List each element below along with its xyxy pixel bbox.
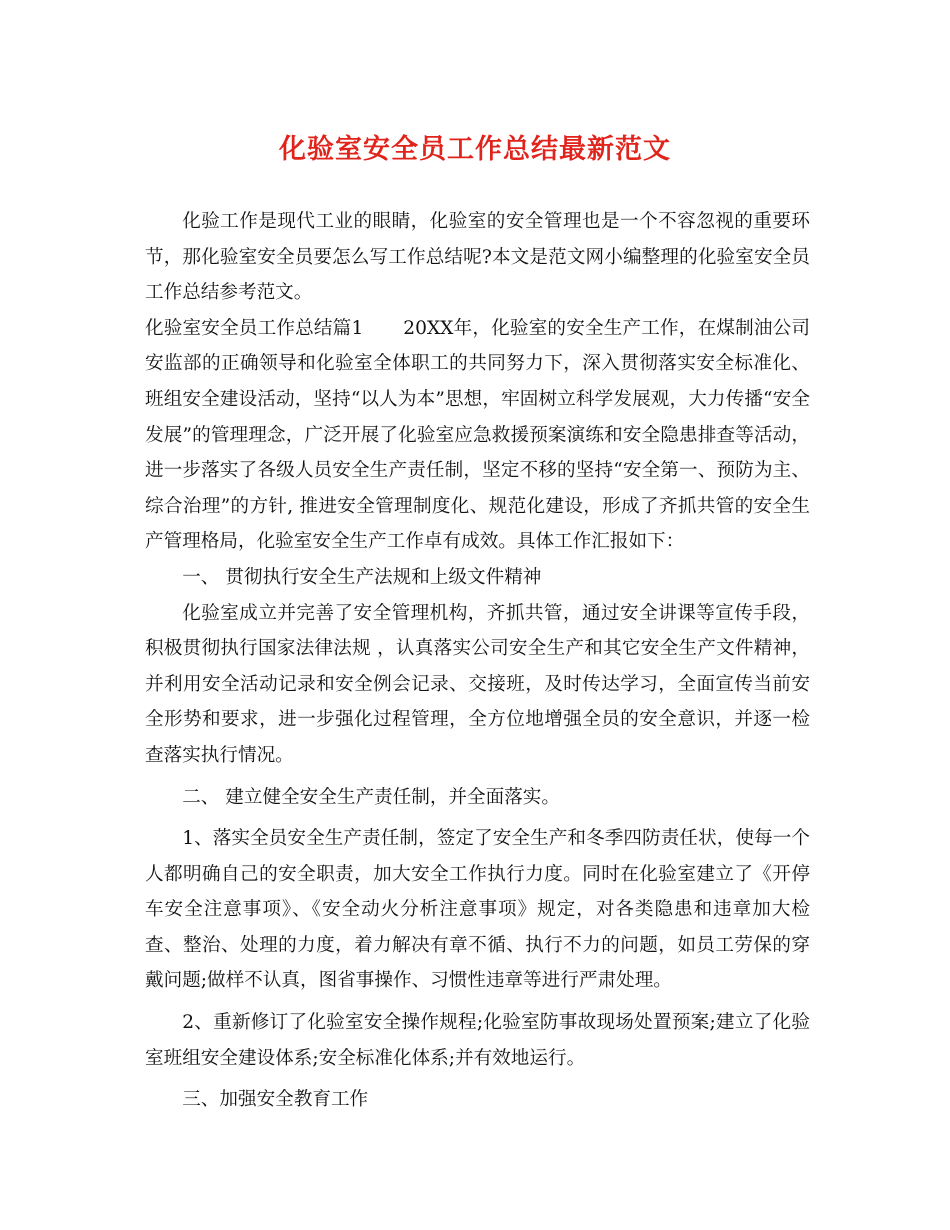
section2-item-2: 2、重新修订了化验室安全操作规程;化验室防事故现场处置预案;建立了化验室班组安全建设体系;安全标准化体系;并有效地运行。 [145,1012,810,1069]
document-title: 化验室安全员工作总结最新范文 [279,134,671,165]
section-heading-2: 二、 建立健全安全生产责任制，并全面落实。 [182,786,560,808]
section-paragraph-1: 化验室成立并完善了安全管理机构，齐抓共管，通过安全讲课等宣传手段，积极贯彻执行国家法律法规 ，认真落实公司安全生产和其它安全生产文件精神，并利用安全活动记录和安全例会记录、交接班，及时传达学习，全面宣传当前安全形势和要求，进一步强化过程管理，全方位地增强全员的安全意识，并逐一检查落实执行情况。 [145,602,810,766]
section2-item-1: 1、落实全员安全生产责任制，签定了安全生产和冬季四防责任状，使每一个人都明确自己的安全职责，加大安全工作执行力度。同时在化验室建立了《开停车安全注意事项》、《安全动火分析注意事项》规定，对各类隐患和违章加大检查、整治、处理的力度，着力解决有章不循、执行不力的问题，如员工劳保的穿戴问题;做样不认真，图省事操作、习惯性违章等进行严肃处理。 [145,828,810,992]
intro-paragraph: 化验工作是现代工业的眼睛，化验室的安全管理也是一个不容忽视的重要环节，那化验室安全员要怎么写工作总结呢?本文是范文网小编整理的化验室安全员工作总结参考范文。 [145,211,810,304]
article-label: 化验室安全员工作总结篇1 [145,317,364,339]
section-heading-1: 一、 贯彻执行安全生产法规和上级文件精神 [182,566,542,588]
article-lead: 20XX年，化验室的安全生产工作，在煤制油公司安监部的正确领导和化验室全体职工的共同努力下，深入贯彻落实安全标准化、班组安全建设活动，坚持“以人为本”思想，牢固树立科学发展观，大力传播“安全发展”的管理理念，广泛开展了化验室应急救援预案演练和安全隐患排查等活动，进一步落实了各级人员安全生产责任制，坚定不移的坚持“安全第一、预防为主、综合治理”的方针, 推进安全管理制度化、规范化建设，形成了齐抓共管的安全生产管理格局，化验室安全生产工作卓有成效。具体工作汇报如下： [145,317,810,553]
article-paragraph [145,311,810,560]
section-heading-3: 三、加强安全教育工作 [182,1089,369,1111]
document-body [145,204,810,1118]
